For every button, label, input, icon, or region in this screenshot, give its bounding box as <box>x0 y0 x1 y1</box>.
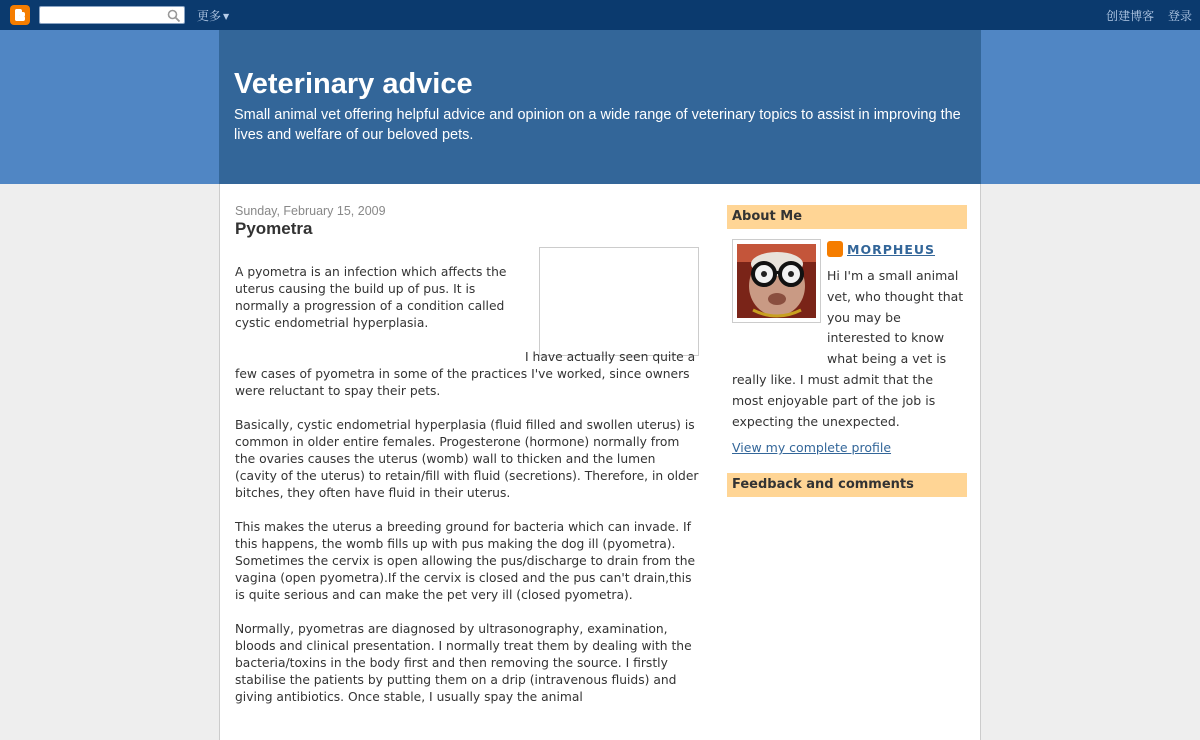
header-band <box>0 30 1200 184</box>
post-paragraph: Basically, cystic endometrial hyperplasia (fluid filled and swollen uterus) is common in older entire females. Progesterone (hormone) normally from the ovaries causes the uterus (womb) wall to thicken and the lumen (cavity of the uterus) to retain/fill with fluid (secretions). Therefore, in older bitches, they often have fluid in their uterus. <box>235 418 699 500</box>
blog-header <box>219 30 981 184</box>
post-body <box>235 264 700 723</box>
navbar-right-links <box>1096 7 1192 24</box>
profile-name-link[interactable]: MORPHEUS <box>847 242 936 257</box>
post-paragraph: A pyometra is an infection which affects the uterus causing the build up of pus. It is normally a progression of a condition called cystic endometrial hyperplasia. <box>235 265 507 330</box>
post-paragraph: Normally, pyometras are diagnosed by ultrasonography, examination, bloods and clinical presentation. I normally treat them by dealing with the bacteria/toxins in the body first and then removing the source. I firstly stabilise the patients by putting them on a drip (intravenous fluids) and giving antibiotics. Once stable, I usually spay the animal <box>235 622 692 704</box>
post-paragraph-text: I have actually seen quite a few cases of pyometra in some of the practices I've worked, since owners were reluctant to spay their pets. <box>235 350 696 398</box>
navbar-search-box <box>39 6 185 24</box>
blogger-profile-icon <box>827 241 843 257</box>
profile-bio: Hi I'm a small animal vet, who thought that you may be interested to know what being a vet is really like. I must admit that the most enjoyable part of the job is expecting the unexpected. <box>732 268 964 429</box>
sidebar <box>727 205 967 497</box>
search-icon[interactable] <box>167 8 181 27</box>
blog-description: Small animal vet offering helpful advice and opinion on a wide range of veterinary topics to assist in improving the lives and welfare of our beloved pets. <box>234 107 961 143</box>
navbar-search-input[interactable] <box>43 10 163 26</box>
blog-title[interactable]: Veterinary advice <box>234 68 473 100</box>
profile-text <box>732 266 964 432</box>
post-paragraph <box>235 349 700 400</box>
post-paragraph: This makes the uterus a breeding ground for bacteria which can invade. If this happens, the womb fills up with pus making the dog ill (pyometra). Sometimes the cervix is open allowing the pus/discharge to drain from the vagina (open pyometra).If the cervix is closed and the pus can't drain,this is quite serious and can make the pet very ill (closed pyometra). <box>235 520 696 602</box>
about-me-heading: About Me <box>727 205 967 229</box>
navbar <box>0 0 1200 30</box>
blogger-logo-icon[interactable] <box>10 5 30 25</box>
login-link[interactable]: 登录 <box>1167 9 1192 23</box>
profile-widget <box>727 229 967 473</box>
chevron-down-icon: ▼ <box>223 12 230 21</box>
navbar-more-label: 更多 <box>197 9 222 23</box>
view-profile-link[interactable]: View my complete profile <box>732 440 892 455</box>
navbar-more-menu[interactable] <box>197 7 229 24</box>
feedback-heading: Feedback and comments <box>727 473 967 497</box>
create-blog-link[interactable]: 创建博客 <box>1106 9 1155 23</box>
profile-name-row <box>827 239 935 258</box>
post-date: Sunday, February 15, 2009 <box>235 204 386 218</box>
main-content <box>219 184 981 740</box>
post-title: Pyometra <box>235 219 313 238</box>
